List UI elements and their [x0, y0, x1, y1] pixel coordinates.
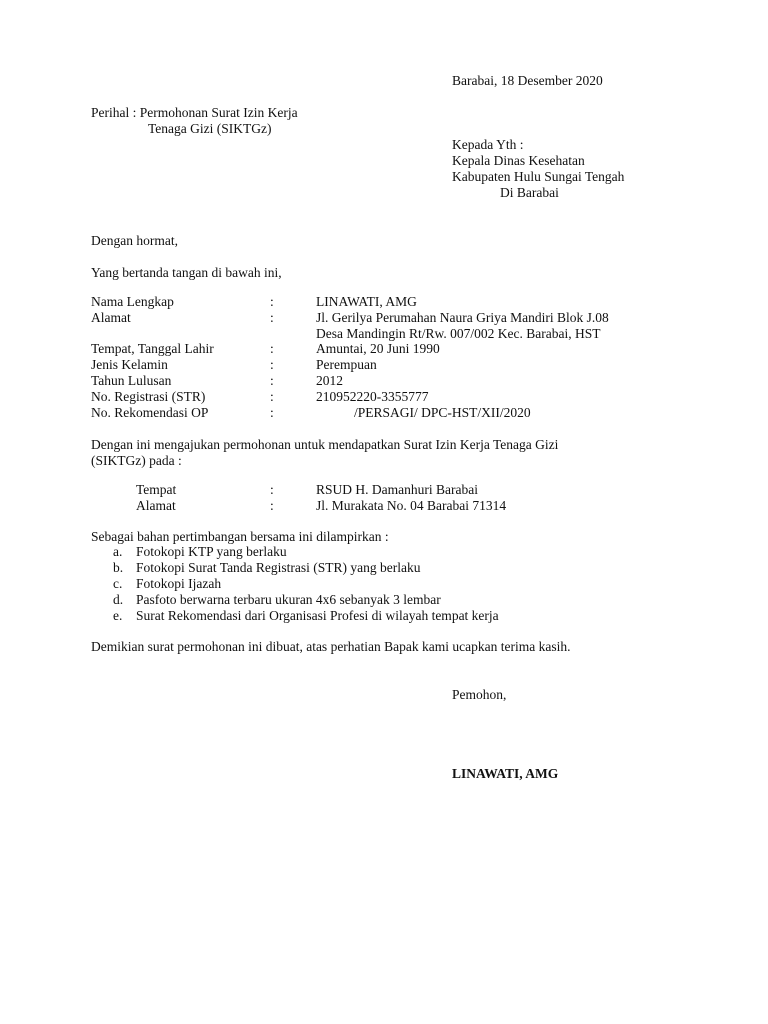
- workplace-row: [0, 498, 768, 514]
- workplace-colon: :: [270, 498, 274, 513]
- subject-line-1: Perihal : Permohonan Surat Izin Kerja: [91, 105, 298, 120]
- identity-value: Amuntai, 20 Juni 1990: [316, 341, 440, 356]
- greeting: Dengan hormat,: [91, 233, 178, 248]
- date-line: Barabai, 18 Desember 2020: [452, 73, 603, 88]
- intro-line: Yang bertanda tangan di bawah ini,: [91, 265, 282, 280]
- list-item-marker: d.: [113, 592, 124, 607]
- workplace-colon: :: [270, 482, 274, 497]
- identity-label: Tahun Lulusan: [91, 373, 172, 388]
- identity-value: Desa Mandingin Rt/Rw. 007/002 Kec. Barabai, HST: [316, 326, 601, 341]
- recipient-line-3: Kabupaten Hulu Sungai Tengah: [452, 169, 625, 184]
- list-item: [0, 608, 768, 624]
- identity-value: LINAWATI, AMG: [316, 294, 417, 309]
- identity-colon: :: [270, 294, 274, 309]
- identity-row: [0, 357, 768, 373]
- list-item: [0, 576, 768, 592]
- identity-label: Jenis Kelamin: [91, 357, 168, 372]
- workplace-label: Tempat: [136, 482, 177, 497]
- request-line-1: Dengan ini mengajukan permohonan untuk mendapatkan Surat Izin Kerja Tenaga Gizi: [91, 437, 559, 452]
- identity-row: [0, 405, 768, 421]
- list-item-text: Pasfoto berwarna terbaru ukuran 4x6 sebanyak 3 lembar: [136, 592, 441, 607]
- identity-label: Tempat, Tanggal Lahir: [91, 341, 214, 356]
- recipient-line-1: Kepada Yth :: [452, 137, 524, 152]
- list-item-marker: a.: [113, 544, 123, 559]
- list-item: [0, 544, 768, 560]
- identity-value: /PERSAGI/ DPC-HST/XII/2020: [354, 405, 531, 420]
- recipient-line-2: Kepala Dinas Kesehatan: [452, 153, 585, 168]
- identity-value: 210952220-3355777: [316, 389, 429, 404]
- identity-value: Perempuan: [316, 357, 377, 372]
- list-item: [0, 560, 768, 576]
- list-item-marker: b.: [113, 560, 124, 575]
- identity-row: [0, 294, 768, 310]
- identity-row: [0, 389, 768, 405]
- identity-row: [0, 341, 768, 357]
- identity-colon: :: [270, 357, 274, 372]
- identity-label: No. Rekomendasi OP: [91, 405, 209, 420]
- list-item-text: Surat Rekomendasi dari Organisasi Profesi di wilayah tempat kerja: [136, 608, 499, 623]
- identity-colon: :: [270, 405, 274, 420]
- subject-line-2: Tenaga Gizi (SIKTGz): [148, 121, 272, 136]
- identity-colon: :: [270, 389, 274, 404]
- workplace-row: [0, 482, 768, 498]
- workplace-value: Jl. Murakata No. 04 Barabai 71314: [316, 498, 507, 513]
- signoff: Pemohon,: [452, 687, 507, 702]
- recipient-line-4: Di Barabai: [500, 185, 559, 200]
- list-item-marker: c.: [113, 576, 123, 591]
- identity-row: [0, 373, 768, 389]
- attachments-intro: Sebagai bahan pertimbangan bersama ini dilampirkan :: [91, 529, 389, 544]
- workplace-label: Alamat: [136, 498, 176, 513]
- identity-label: Nama Lengkap: [91, 294, 174, 309]
- list-item: [0, 592, 768, 608]
- identity-label: No. Registrasi (STR): [91, 389, 206, 404]
- identity-row: [0, 326, 768, 342]
- workplace-value: RSUD H. Damanhuri Barabai: [316, 482, 478, 497]
- signer-name: LINAWATI, AMG: [452, 766, 559, 781]
- identity-colon: :: [270, 341, 274, 356]
- identity-value: Jl. Gerilya Perumahan Naura Griya Mandiri Blok J.08: [316, 310, 609, 325]
- request-line-2: (SIKTGz) pada :: [91, 453, 182, 468]
- list-item-marker: e.: [113, 608, 123, 623]
- identity-colon: :: [270, 310, 274, 325]
- identity-value: 2012: [316, 373, 343, 388]
- closing-line: Demikian surat permohonan ini dibuat, atas perhatian Bapak kami ucapkan terima kasih.: [91, 639, 571, 654]
- identity-row: [0, 310, 768, 326]
- identity-label: Alamat: [91, 310, 131, 325]
- list-item-text: Fotokopi Surat Tanda Registrasi (STR) yang berlaku: [136, 560, 421, 575]
- list-item-text: Fotokopi Ijazah: [136, 576, 222, 591]
- list-item-text: Fotokopi KTP yang berlaku: [136, 544, 287, 559]
- identity-colon: :: [270, 373, 274, 388]
